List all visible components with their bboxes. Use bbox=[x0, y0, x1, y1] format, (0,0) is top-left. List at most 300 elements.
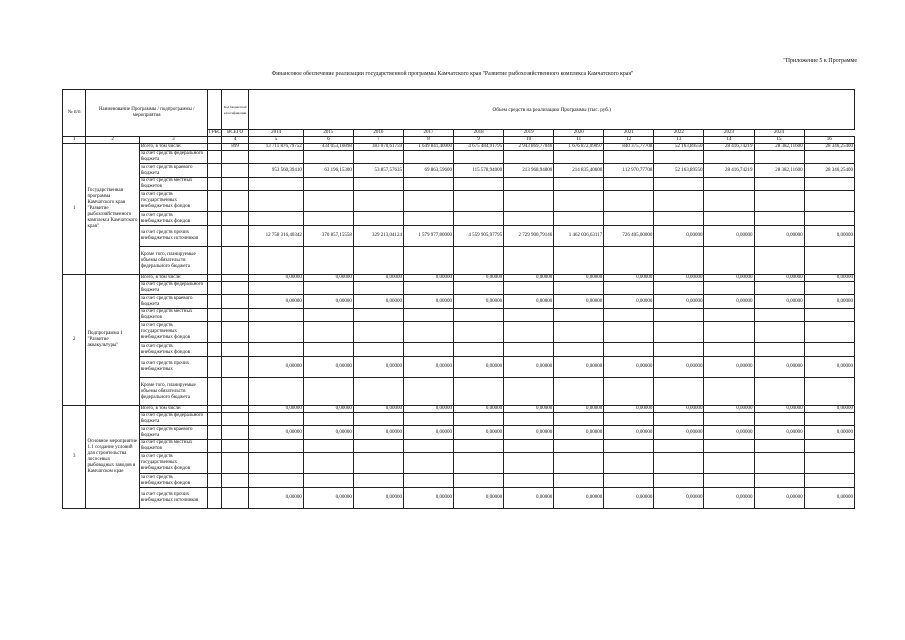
table-row bbox=[63, 406, 855, 413]
grbs-code bbox=[221, 309, 249, 322]
amount-cell: 0,00000 bbox=[804, 426, 854, 440]
amount-cell bbox=[604, 212, 654, 226]
amount-cell bbox=[554, 191, 604, 212]
amount-cell bbox=[654, 440, 704, 453]
column-number: 1 bbox=[63, 137, 86, 144]
amount-cell bbox=[403, 212, 453, 226]
amount-cell: 0,00000 bbox=[249, 406, 303, 413]
amount-cell bbox=[704, 343, 754, 357]
amount-cell bbox=[754, 191, 804, 212]
amount-cell bbox=[303, 343, 353, 357]
amount-cell bbox=[303, 378, 353, 406]
amount-cell bbox=[249, 178, 303, 191]
amount-cell: 28 416,74219 bbox=[704, 164, 754, 178]
amount-cell: 0,00000 bbox=[704, 426, 754, 440]
empty-cell bbox=[207, 212, 221, 226]
amount-cell bbox=[554, 413, 604, 426]
funding-source: за счет средств местных бюджетов bbox=[139, 309, 207, 322]
grbs-code bbox=[221, 357, 249, 378]
amount-cell: 0,00000 bbox=[804, 357, 854, 378]
amount-cell: 0,00000 bbox=[704, 357, 754, 378]
amount-cell: 0,00000 bbox=[754, 295, 804, 309]
amount-cell bbox=[504, 474, 554, 488]
amount-cell: 0,00000 bbox=[604, 357, 654, 378]
header-year: 2023 bbox=[704, 130, 754, 137]
grbs-code bbox=[221, 488, 249, 509]
amount-cell bbox=[403, 309, 453, 322]
amount-cell bbox=[403, 440, 453, 453]
amount-cell bbox=[704, 474, 754, 488]
table-row bbox=[63, 440, 855, 453]
empty-cell bbox=[207, 488, 221, 509]
amount-cell: 0,00000 bbox=[454, 426, 504, 440]
grbs-code bbox=[221, 440, 249, 453]
amount-cell: 0,00000 bbox=[754, 275, 804, 282]
amount-cell bbox=[454, 151, 504, 164]
amount-cell bbox=[504, 453, 554, 474]
amount-cell bbox=[654, 178, 704, 191]
amount-cell bbox=[353, 282, 403, 295]
funding-source: за счет средств краевого бюджета bbox=[139, 295, 207, 309]
amount-cell bbox=[303, 309, 353, 322]
amount-cell bbox=[504, 440, 554, 453]
amount-cell bbox=[804, 191, 854, 212]
amount-cell: 0,00000 bbox=[353, 295, 403, 309]
column-number: 10 bbox=[504, 137, 554, 144]
amount-cell bbox=[554, 247, 604, 275]
column-number: 8 bbox=[403, 137, 453, 144]
amount-cell: 0,00000 bbox=[303, 426, 353, 440]
amount-cell: 0,00000 bbox=[554, 295, 604, 309]
table-row bbox=[63, 378, 855, 406]
amount-cell bbox=[654, 413, 704, 426]
empty-cell bbox=[207, 275, 221, 282]
amount-cell bbox=[754, 247, 804, 275]
amount-cell bbox=[654, 282, 704, 295]
amount-cell: 953 560,39410 bbox=[249, 164, 303, 178]
header-year: 2019 bbox=[504, 130, 554, 137]
amount-cell bbox=[504, 151, 554, 164]
amount-cell bbox=[654, 453, 704, 474]
program-name: Подпрограмма 1 "Развитие аквакультуры" bbox=[86, 275, 139, 406]
amount-cell: 28 382,11600 bbox=[754, 144, 804, 151]
empty-cell bbox=[207, 191, 221, 212]
amount-cell: 0,00000 bbox=[554, 426, 604, 440]
amount-cell: 0,00000 bbox=[554, 357, 604, 378]
amount-cell bbox=[454, 474, 504, 488]
amount-cell bbox=[754, 309, 804, 322]
amount-cell: 0,00000 bbox=[504, 275, 554, 282]
amount-cell bbox=[353, 309, 403, 322]
amount-cell bbox=[249, 474, 303, 488]
grbs-code bbox=[221, 378, 249, 406]
amount-cell: 4 675 484,91795 bbox=[454, 144, 504, 151]
column-number: 13 bbox=[654, 137, 704, 144]
amount-cell: 434 053,10898 bbox=[303, 144, 353, 151]
funding-source: Кроме того, планируемые объемы обязательств федерального бюджета bbox=[139, 247, 207, 275]
amount-cell bbox=[303, 453, 353, 474]
amount-cell bbox=[604, 343, 654, 357]
amount-cell: 1 649 841,40000 bbox=[403, 144, 453, 151]
amount-cell: 370 857,15558 bbox=[303, 226, 353, 247]
amount-cell: 1 462 036,63117 bbox=[554, 226, 604, 247]
amount-cell: 0,00000 bbox=[454, 295, 504, 309]
amount-cell bbox=[249, 247, 303, 275]
amount-cell bbox=[804, 178, 854, 191]
amount-cell bbox=[303, 191, 353, 212]
empty-cell bbox=[207, 357, 221, 378]
amount-cell bbox=[654, 343, 704, 357]
amount-cell: 52 163,89550 bbox=[654, 144, 704, 151]
funding-source: за счет средств прочих внебюджетных источников bbox=[139, 226, 207, 247]
amount-cell: 69 863,59600 bbox=[403, 164, 453, 178]
amount-cell bbox=[754, 413, 804, 426]
amount-cell: 0,00000 bbox=[754, 406, 804, 413]
column-number: 16 bbox=[804, 137, 854, 144]
amount-cell bbox=[249, 378, 303, 406]
amount-cell: 0,00000 bbox=[303, 488, 353, 509]
amount-cell: 0,00000 bbox=[604, 295, 654, 309]
column-number: 9 bbox=[454, 137, 504, 144]
amount-cell bbox=[804, 413, 854, 426]
amount-cell: 4 559 905,97795 bbox=[454, 226, 504, 247]
amount-cell bbox=[303, 178, 353, 191]
grbs-code bbox=[221, 322, 249, 343]
amount-cell bbox=[303, 282, 353, 295]
grbs-code bbox=[221, 247, 249, 275]
amount-cell bbox=[504, 191, 554, 212]
amount-cell bbox=[249, 151, 303, 164]
amount-cell: 0,00000 bbox=[353, 488, 403, 509]
amount-cell: 0,00000 bbox=[403, 488, 453, 509]
amount-cell: 53 857,57635 bbox=[353, 164, 403, 178]
amount-cell bbox=[403, 322, 453, 343]
table-row bbox=[63, 282, 855, 295]
funding-source: за счет средств федерального бюджета bbox=[139, 151, 207, 164]
amount-cell: 0,00000 bbox=[303, 357, 353, 378]
amount-cell bbox=[804, 474, 854, 488]
funding-source: Кроме того, планируемые объемы обязательств федерального бюджета bbox=[139, 378, 207, 406]
amount-cell bbox=[249, 309, 303, 322]
amount-cell: 0,00000 bbox=[604, 406, 654, 413]
amount-cell bbox=[804, 151, 854, 164]
amount-cell: 0,00000 bbox=[454, 406, 504, 413]
row-number: 1 bbox=[63, 144, 86, 275]
amount-cell bbox=[504, 413, 554, 426]
header-year: 2016 bbox=[353, 130, 403, 137]
funding-source: за счет средств прочих внебюджетных bbox=[139, 357, 207, 378]
amount-cell bbox=[654, 151, 704, 164]
amount-cell: 0,00000 bbox=[754, 426, 804, 440]
financing-table bbox=[62, 89, 855, 509]
funding-source: за счет средств государственных внебюджетных фондов bbox=[139, 191, 207, 212]
amount-cell bbox=[403, 343, 453, 357]
funding-source: Всего, в том числе: bbox=[139, 275, 207, 282]
header-volume: Объем средств на реализацию Программы (тыс. руб.) bbox=[249, 90, 855, 130]
table-body bbox=[63, 144, 855, 509]
amount-cell bbox=[403, 474, 453, 488]
amount-cell: 0,00000 bbox=[804, 275, 854, 282]
amount-cell: 0,00000 bbox=[604, 275, 654, 282]
amount-cell: 0,00000 bbox=[249, 488, 303, 509]
amount-cell bbox=[554, 309, 604, 322]
amount-cell: 0,00000 bbox=[303, 295, 353, 309]
amount-cell: 2 729 900,79146 bbox=[504, 226, 554, 247]
table-row bbox=[63, 309, 855, 322]
row-number: 2 bbox=[63, 275, 86, 406]
amount-cell bbox=[454, 322, 504, 343]
table-row bbox=[63, 151, 855, 164]
amount-cell bbox=[804, 247, 854, 275]
grbs-code: 899 bbox=[221, 144, 249, 151]
header-row bbox=[63, 90, 855, 130]
column-number: 14 bbox=[704, 137, 754, 144]
amount-cell bbox=[353, 178, 403, 191]
empty-cell bbox=[207, 406, 221, 413]
table-row bbox=[63, 144, 855, 151]
empty-cell bbox=[207, 322, 221, 343]
amount-cell bbox=[504, 343, 554, 357]
amount-cell bbox=[504, 178, 554, 191]
amount-cell bbox=[604, 440, 654, 453]
amount-cell: 0,00000 bbox=[249, 275, 303, 282]
grbs-code bbox=[221, 212, 249, 226]
amount-cell bbox=[654, 212, 704, 226]
amount-cell bbox=[454, 343, 504, 357]
table-row bbox=[63, 275, 855, 282]
funding-source: за счет средств местных бюджетов bbox=[139, 178, 207, 191]
header-year: 2024 bbox=[754, 130, 804, 137]
amount-cell: 0,00000 bbox=[454, 275, 504, 282]
amount-cell bbox=[804, 343, 854, 357]
amount-cell bbox=[249, 191, 303, 212]
header-year: 2020 bbox=[554, 130, 604, 137]
amount-cell: 0,00000 bbox=[403, 406, 453, 413]
table-row bbox=[63, 426, 855, 440]
funding-source: за счет средств внебюджетных фондов bbox=[139, 343, 207, 357]
amount-cell bbox=[604, 474, 654, 488]
amount-cell bbox=[303, 247, 353, 275]
amount-cell: 0,00000 bbox=[804, 295, 854, 309]
amount-cell bbox=[554, 474, 604, 488]
amount-cell bbox=[604, 247, 654, 275]
program-name: Государственная программа Камчатского края "Развитие рыбохозяйственного комплекса Камчатского края" bbox=[86, 144, 139, 275]
column-number: 4 bbox=[221, 137, 249, 144]
amount-cell bbox=[554, 322, 604, 343]
amount-cell bbox=[454, 378, 504, 406]
column-number: 12 bbox=[604, 137, 654, 144]
amount-cell bbox=[303, 440, 353, 453]
amount-cell: 0,00000 bbox=[654, 295, 704, 309]
amount-cell bbox=[654, 322, 704, 343]
amount-cell: 115 578,94000 bbox=[454, 164, 504, 178]
amount-cell bbox=[704, 212, 754, 226]
amount-cell bbox=[554, 178, 604, 191]
amount-cell: 0,00000 bbox=[704, 406, 754, 413]
funding-source: за счет средств прочих внебюджетных источников bbox=[139, 488, 207, 509]
amount-cell: 0,00000 bbox=[249, 357, 303, 378]
grbs-code bbox=[221, 191, 249, 212]
amount-cell bbox=[554, 212, 604, 226]
column-number: 15 bbox=[754, 137, 804, 144]
program-name: Основное мероприятие 1.1 создание условий для строительства лососевых рыбоводных заводов в Камчатском крае bbox=[86, 406, 139, 509]
header-year: 2018 bbox=[454, 130, 504, 137]
amount-cell bbox=[353, 151, 403, 164]
funding-source: за счет средств краевого бюджета bbox=[139, 164, 207, 178]
amount-cell: 0,00000 bbox=[654, 488, 704, 509]
amount-cell bbox=[604, 453, 654, 474]
amount-cell bbox=[353, 413, 403, 426]
table-row bbox=[63, 178, 855, 191]
header-code: Код бюджетной классификации bbox=[221, 90, 249, 130]
amount-cell: 0,00000 bbox=[403, 295, 453, 309]
amount-cell bbox=[554, 440, 604, 453]
amount-cell: 0,00000 bbox=[704, 488, 754, 509]
amount-cell: 213 968,94800 bbox=[504, 164, 554, 178]
column-number: 6 bbox=[303, 137, 353, 144]
funding-source: за счет средств внебюджетных фондов bbox=[139, 212, 207, 226]
table-row bbox=[63, 413, 855, 426]
empty-cell bbox=[207, 378, 221, 406]
amount-cell: 0,00000 bbox=[504, 426, 554, 440]
grbs-code bbox=[221, 413, 249, 426]
amount-cell: 28 346,25400 bbox=[804, 144, 854, 151]
amount-cell: 726 405,00000 bbox=[604, 226, 654, 247]
funding-source: за счет средств краевого бюджета bbox=[139, 426, 207, 440]
amount-cell bbox=[403, 191, 453, 212]
amount-cell bbox=[249, 212, 303, 226]
amount-cell bbox=[554, 282, 604, 295]
amount-cell: 0,00000 bbox=[504, 406, 554, 413]
header-name: Наименование Программы / подпрограммы / мероприятия bbox=[86, 90, 207, 137]
grbs-code bbox=[221, 151, 249, 164]
header-grbs: ГРБС bbox=[208, 130, 221, 135]
amount-cell bbox=[554, 378, 604, 406]
amount-cell: 28 346,25400 bbox=[804, 164, 854, 178]
amount-cell: 0,00000 bbox=[704, 295, 754, 309]
header-year: 2014 bbox=[249, 130, 303, 137]
amount-cell: 0,00000 bbox=[403, 275, 453, 282]
amount-cell bbox=[754, 440, 804, 453]
amount-cell: 0,00000 bbox=[303, 406, 353, 413]
amount-cell bbox=[353, 378, 403, 406]
amount-cell bbox=[654, 309, 704, 322]
empty-cell bbox=[207, 178, 221, 191]
funding-source: за счет средств местных бюджетов bbox=[139, 440, 207, 453]
grbs-code bbox=[221, 178, 249, 191]
amount-cell bbox=[604, 378, 654, 406]
amount-cell: 0,00000 bbox=[403, 357, 453, 378]
amount-cell: 12 758 316,40342 bbox=[249, 226, 303, 247]
grbs-code bbox=[221, 164, 249, 178]
amount-cell: 0,00000 bbox=[804, 406, 854, 413]
amount-cell bbox=[353, 322, 403, 343]
table-row bbox=[63, 247, 855, 275]
amount-cell bbox=[353, 440, 403, 453]
amount-cell: 2 943 869,77046 bbox=[504, 144, 554, 151]
amount-cell bbox=[804, 322, 854, 343]
amount-cell bbox=[504, 212, 554, 226]
amount-cell: 0,00000 bbox=[353, 275, 403, 282]
funding-source: Всего, в том числе: bbox=[139, 144, 207, 151]
amount-cell bbox=[454, 453, 504, 474]
amount-cell: 0,00000 bbox=[704, 226, 754, 247]
amount-cell bbox=[403, 282, 453, 295]
amount-cell bbox=[654, 378, 704, 406]
grbs-code bbox=[221, 453, 249, 474]
amount-cell bbox=[604, 282, 654, 295]
amount-cell bbox=[454, 309, 504, 322]
amount-cell bbox=[249, 440, 303, 453]
amount-cell: 0,00000 bbox=[353, 426, 403, 440]
amount-cell bbox=[353, 343, 403, 357]
amount-cell: 1 676 872,09097 bbox=[554, 144, 604, 151]
amount-cell bbox=[604, 322, 654, 343]
header-total: ВСЕГО bbox=[221, 130, 249, 137]
amount-cell: 0,00000 bbox=[554, 488, 604, 509]
header-year: 2022 bbox=[654, 130, 704, 137]
amount-cell bbox=[353, 474, 403, 488]
amount-cell: 0,00000 bbox=[403, 426, 453, 440]
amount-cell bbox=[249, 282, 303, 295]
amount-cell bbox=[303, 474, 353, 488]
amount-cell bbox=[754, 282, 804, 295]
amount-cell: 0,00000 bbox=[654, 406, 704, 413]
table-row bbox=[63, 453, 855, 474]
grbs-code bbox=[221, 426, 249, 440]
header-no: № п/п bbox=[63, 90, 86, 137]
amount-cell: 0,00000 bbox=[303, 275, 353, 282]
column-number: 7 bbox=[353, 137, 403, 144]
amount-cell bbox=[754, 453, 804, 474]
amount-cell: 0,00000 bbox=[654, 357, 704, 378]
empty-cell bbox=[207, 474, 221, 488]
amount-cell bbox=[804, 282, 854, 295]
header-year: 2017 bbox=[403, 130, 453, 137]
amount-cell: 28 416,74219 bbox=[704, 144, 754, 151]
amount-cell bbox=[454, 191, 504, 212]
appendix-label: "Приложение 5 к Программе bbox=[783, 58, 857, 64]
amount-cell bbox=[454, 413, 504, 426]
amount-cell bbox=[704, 151, 754, 164]
empty-cell bbox=[207, 426, 221, 440]
amount-cell bbox=[504, 322, 554, 343]
empty-cell bbox=[207, 282, 221, 295]
amount-cell bbox=[403, 178, 453, 191]
funding-source: за счет средств государственных внебюджетных фондов bbox=[139, 322, 207, 343]
table-row bbox=[63, 164, 855, 178]
amount-cell bbox=[804, 378, 854, 406]
amount-cell: 112 970,77708 bbox=[604, 164, 654, 178]
amount-cell: 214 835,40600 bbox=[554, 164, 604, 178]
table-row bbox=[63, 226, 855, 247]
amount-cell bbox=[303, 322, 353, 343]
grbs-code bbox=[221, 282, 249, 295]
amount-cell bbox=[353, 212, 403, 226]
column-number: 2 bbox=[86, 137, 139, 144]
amount-cell bbox=[249, 453, 303, 474]
amount-cell bbox=[704, 191, 754, 212]
table-row bbox=[63, 488, 855, 509]
empty-cell bbox=[207, 247, 221, 275]
amount-cell bbox=[704, 178, 754, 191]
amount-cell: 0,00000 bbox=[604, 488, 654, 509]
amount-cell bbox=[654, 247, 704, 275]
grbs-code bbox=[221, 295, 249, 309]
table-row bbox=[63, 343, 855, 357]
amount-cell: 0,00000 bbox=[804, 488, 854, 509]
amount-cell bbox=[504, 378, 554, 406]
